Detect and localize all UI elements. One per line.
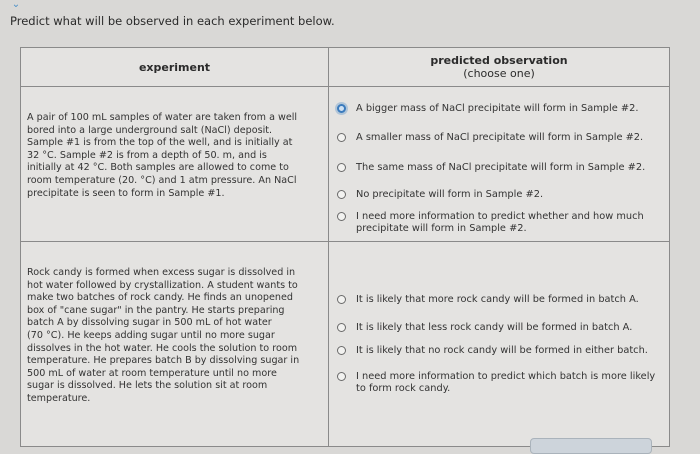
experiment-2-option-3[interactable] bbox=[337, 345, 663, 357]
experiment-text-line: make two batches of rock candy. He finds an unopened bbox=[27, 292, 293, 304]
radio-button[interactable] bbox=[337, 323, 346, 332]
radio-button[interactable] bbox=[337, 133, 346, 142]
row-divider bbox=[21, 241, 669, 242]
radio-button[interactable] bbox=[337, 190, 346, 199]
experiment-text-line: Rock candy is formed when excess sugar is dissolved in bbox=[27, 267, 296, 278]
radio-button[interactable] bbox=[337, 346, 346, 355]
option-label: It is likely that no rock candy will be formed in either batch. bbox=[356, 345, 648, 356]
experiment-text-line: sugar is dissolved. He lets the solution sit at room bbox=[27, 380, 268, 392]
option-label: It is likely that less rock candy will be formed in batch A. bbox=[356, 322, 633, 333]
experiment-1-option-3[interactable] bbox=[337, 162, 663, 174]
option-label: A bigger mass of NaCl precipitate will form in Sample #2. bbox=[356, 103, 639, 114]
chevron-down-icon[interactable]: ⌄ bbox=[11, 0, 21, 10]
experiment-1-option-1[interactable] bbox=[337, 103, 663, 115]
option-label: I need more information to predict whether and how much precipitate will form in Sample #2. bbox=[356, 211, 644, 234]
experiment-1-option-5[interactable] bbox=[337, 211, 663, 234]
radio-button-selected[interactable] bbox=[337, 104, 346, 113]
experiment-text-line: hot water followed by crystallization. A student wants to bbox=[27, 279, 298, 291]
experiment-2-option-4[interactable] bbox=[337, 371, 663, 394]
experiment-text-line: Sample #1 is from the top of the well, and is initially at bbox=[27, 137, 293, 149]
experiment-text-line: 500 mL of water at room temperature until no more bbox=[27, 367, 277, 379]
header-divider bbox=[21, 86, 669, 87]
experiment-2-option-2[interactable] bbox=[337, 322, 663, 334]
experiment-text-line: initially at 42 °C. Both samples are allowed to come to bbox=[27, 162, 289, 174]
option-label: I need more information to predict which batch is more likely to form rock candy. bbox=[356, 371, 656, 394]
experiment-text-line: batch A by dissolving sugar in 500 mL of hot water bbox=[27, 317, 272, 329]
option-label: No precipitate will form in Sample #2. bbox=[356, 189, 544, 200]
experiment-1-option-2[interactable] bbox=[337, 132, 663, 144]
radio-button[interactable] bbox=[337, 163, 346, 172]
experiment-text-line: bored into a large underground salt (NaCl) deposit. bbox=[27, 124, 273, 136]
prediction-table bbox=[20, 47, 670, 447]
column-divider bbox=[328, 48, 329, 446]
experiment-text-line: temperature. He prepares batch B by dissolving sugar in bbox=[27, 355, 300, 367]
observation-header-title: predicted observation bbox=[430, 54, 568, 67]
experiment-2-option-1[interactable] bbox=[337, 294, 663, 306]
experiment-text-line: 32 °C. Sample #2 is from a depth of 50. m, and is bbox=[27, 149, 267, 161]
option-label: It is likely that more rock candy will be formed in batch A. bbox=[356, 294, 639, 305]
option-label: The same mass of NaCl precipitate will form in Sample #2. bbox=[356, 162, 646, 173]
experiment-1-description bbox=[27, 112, 319, 200]
experiment-text-line: box of "cane sugar" in the pantry. He starts preparing bbox=[27, 304, 285, 316]
instructions-text: Predict what will be observed in each experiment below. bbox=[10, 14, 335, 28]
next-button[interactable] bbox=[530, 438, 652, 454]
observation-header-subtitle: (choose one) bbox=[463, 67, 535, 80]
option-label: A smaller mass of NaCl precipitate will form in Sample #2. bbox=[356, 132, 644, 143]
experiment-1-option-4[interactable] bbox=[337, 189, 663, 201]
experiment-column-header: experiment bbox=[138, 60, 211, 74]
experiment-text-line: dissolves in the hot water. He cools the solution to room bbox=[27, 342, 298, 354]
experiment-text-line: A pair of 100 mL samples of water are taken from a well bbox=[27, 112, 298, 123]
observation-column-header bbox=[329, 48, 669, 86]
radio-button[interactable] bbox=[337, 212, 346, 221]
radio-button[interactable] bbox=[337, 372, 346, 381]
experiment-text-line: temperature. bbox=[27, 392, 91, 404]
experiment-text-line: room temperature (20. °C) and 1 atm pressure. An NaCl bbox=[27, 174, 297, 186]
radio-button[interactable] bbox=[337, 295, 346, 304]
experiment-2-description bbox=[27, 267, 319, 406]
experiment-text-line: precipitate is seen to form in Sample #1. bbox=[27, 187, 225, 199]
experiment-text-line: (70 °C). He keeps adding sugar until no more sugar bbox=[27, 329, 275, 341]
